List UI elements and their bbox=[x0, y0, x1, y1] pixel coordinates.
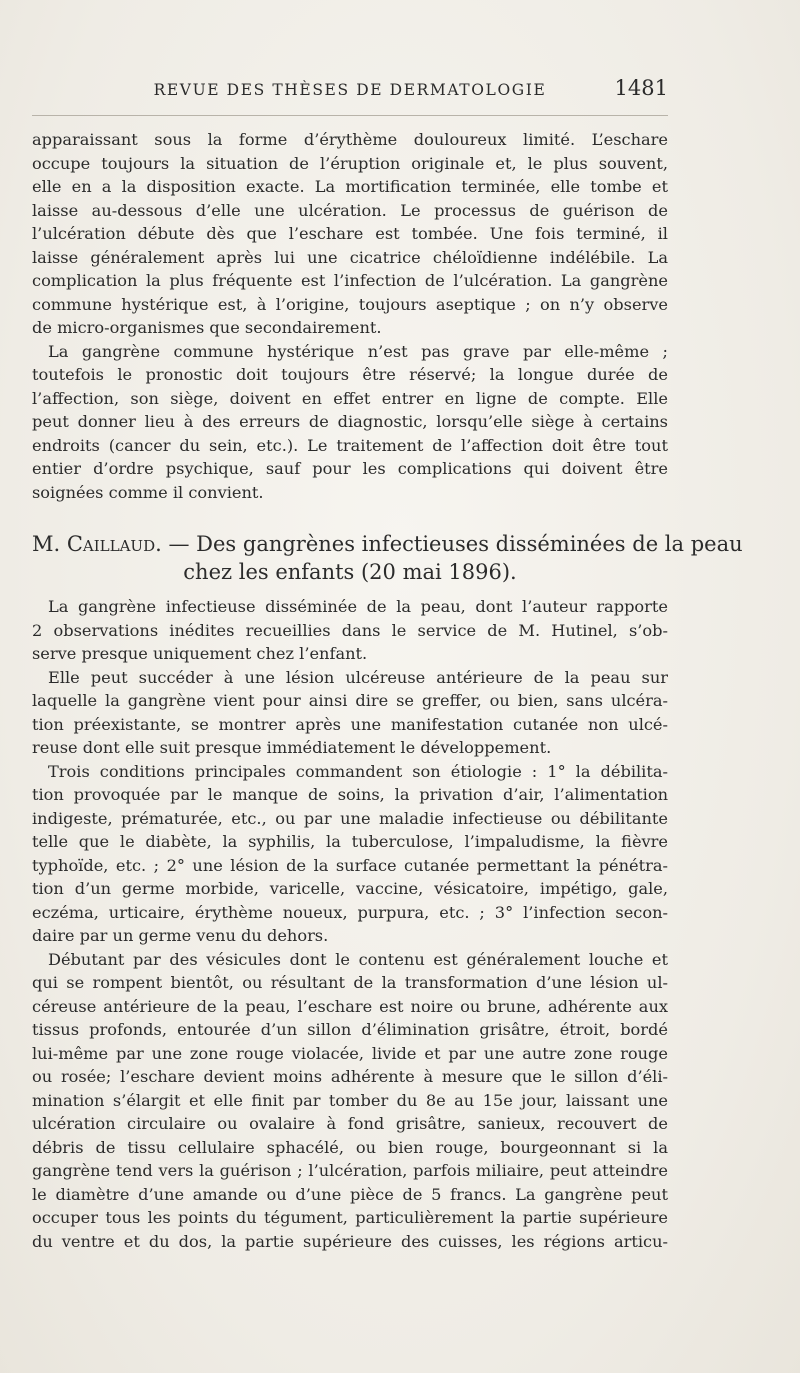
text-line: Trois conditions principales commandent son étiologie : 1° la débilita- bbox=[48, 761, 668, 781]
author-name: M. Caillaud. bbox=[32, 532, 162, 556]
text-line: céreuse antérieure de la peau, l’eschare est noire ou brune, adhérente aux bbox=[32, 996, 668, 1016]
text-line: commune hystérique est, à l’origine, toujours aseptique ; on n’y observe bbox=[32, 294, 668, 314]
header-rule bbox=[32, 115, 668, 116]
text-line: apparaissant sous la forme d’érythème douloureux limité. L’eschare bbox=[32, 130, 668, 149]
text-line: complication la plus fréquente est l’infection de l’ulcération. La gangrène bbox=[32, 271, 668, 290]
text-line: reuse dont elle suit presque immédiatement le développement. bbox=[32, 738, 552, 757]
text-line: ou rosée; l’eschare devient moins adhérente à mesure que le sillon d’éli- bbox=[32, 1067, 668, 1086]
heading-title-part1: Des gangrènes infectieuses disséminées de la peau bbox=[196, 532, 743, 556]
text-line: mination s’élargit et elle finit par tomber du 8e au 15e jour, laissant une bbox=[32, 1090, 668, 1110]
paragraph-4 bbox=[32, 666, 668, 760]
text-line: peut donner lieu à des erreurs de diagnostic, lorsqu’elle siège à certains bbox=[32, 412, 668, 431]
running-title: REVUE DES THÈSES DE DERMATOLOGIE bbox=[153, 81, 547, 99]
text-line: l’ulcération débute dès que l’eschare est tombée. Une fois terminé, il bbox=[32, 224, 668, 243]
text-line: occuper tous les points du tégument, particulièrement la partie supérieure bbox=[32, 1208, 668, 1227]
text-line: l’affection, son siège, doivent en effet entrer en ligne de compte. Elle bbox=[32, 388, 668, 408]
paragraph-2 bbox=[32, 340, 668, 505]
text-line: tissus profonds, entourée d’un sillon d’élimination grisâtre, étroit, bordé bbox=[32, 1020, 668, 1039]
text-line: soignées comme il convient. bbox=[32, 482, 264, 502]
text-line: elle en a la disposition exacte. La mortification terminée, elle tombe et bbox=[32, 177, 668, 196]
text-line: tion d’un germe morbide, varicelle, vaccine, vésicatoire, impétigo, gale, bbox=[32, 879, 668, 898]
text-line: La gangrène infectieuse disséminée de la peau, dont l’auteur rapporte bbox=[48, 597, 668, 616]
paragraph-6 bbox=[32, 948, 668, 1254]
paragraph-1 bbox=[32, 128, 668, 340]
text-line: entier d’ordre psychique, sauf pour les complications qui doivent être bbox=[32, 459, 668, 478]
running-head bbox=[32, 76, 668, 102]
text-line: tion provoquée par le manque de soins, la privation d’air, l’alimentation bbox=[32, 785, 668, 804]
text-line: laisse généralement après lui une cicatrice chéloïdienne indélébile. La bbox=[32, 247, 668, 267]
text-line: lui-même par une zone rouge violacée, livide et par une autre zone rouge bbox=[32, 1043, 668, 1063]
heading-dash: — bbox=[168, 532, 190, 556]
text-line: de micro-organismes que secondairement. bbox=[32, 318, 382, 337]
article-heading bbox=[32, 530, 743, 586]
text-line: Débutant par des vésicules dont le contenu est généralement louche et bbox=[48, 949, 668, 969]
text-line: occupe toujours la situation de l’éruption originale et, le plus souvent, bbox=[32, 153, 668, 173]
heading-line-1 bbox=[32, 530, 743, 558]
text-line: débris de tissu cellulaire sphacélé, ou bien rouge, bourgeonnant si la bbox=[32, 1137, 668, 1157]
paragraph-5 bbox=[32, 760, 668, 948]
text-line: daire par un germe venu du dehors. bbox=[32, 926, 329, 945]
paragraph-3 bbox=[32, 595, 668, 666]
text-line: tion préexistante, se montrer après une manifestation cutanée non ulcé- bbox=[32, 714, 668, 734]
text-line: du ventre et du dos, la partie supérieure des cuisses, les régions articu- bbox=[32, 1231, 668, 1251]
text-line: eczéma, urticaire, érythème noueux, purpura, etc. ; 3° l’infection secon- bbox=[32, 902, 668, 922]
text-line: laquelle la gangrène vient pour ainsi dire se greffer, ou bien, sans ulcéra- bbox=[32, 691, 668, 710]
text-line: ulcération circulaire ou ovalaire à fond grisâtre, sanieux, recouvert de bbox=[32, 1114, 668, 1133]
text-line: qui se rompent bientôt, ou résultant de la transformation d’une lésion ul- bbox=[32, 973, 668, 992]
heading-title-part2: chez les enfants (20 mai 1896). bbox=[183, 560, 517, 584]
text-line: 2 observations inédites recueillies dans le service de M. Hutinel, s’ob- bbox=[32, 620, 668, 640]
text-line: gangrène tend vers la guérison ; l’ulcération, parfois miliaire, peut atteindre bbox=[32, 1161, 668, 1180]
text-line: Elle peut succéder à une lésion ulcéreuse antérieure de la peau sur bbox=[48, 667, 668, 687]
text-line: typhoïde, etc. ; 2° une lésion de la surface cutanée permettant la pénétra- bbox=[32, 855, 668, 875]
text-line: toutefois le pronostic doit toujours être réservé; la longue durée de bbox=[32, 365, 668, 384]
text-line: indigeste, prématurée, etc., ou par une maladie infectieuse ou débilitante bbox=[32, 808, 668, 828]
text-line: serve presque uniquement chez l’enfant. bbox=[32, 644, 368, 663]
text-line: le diamètre d’une amande ou d’une pièce de 5 francs. La gangrène peut bbox=[32, 1184, 668, 1204]
page-number: 1481 bbox=[614, 76, 668, 100]
page-bottom-edge bbox=[0, 1373, 800, 1385]
text-line: laisse au-dessous d’elle une ulcération. Le processus de guérison de bbox=[32, 200, 668, 220]
text-line: telle que le diabète, la syphilis, la tuberculose, l’impaludisme, la fièvre bbox=[32, 832, 668, 851]
text-line: La gangrène commune hystérique n’est pas grave par elle-même ; bbox=[48, 341, 668, 361]
text-line: endroits (cancer du sein, etc.). Le traitement de l’affection doit être tout bbox=[32, 435, 668, 455]
